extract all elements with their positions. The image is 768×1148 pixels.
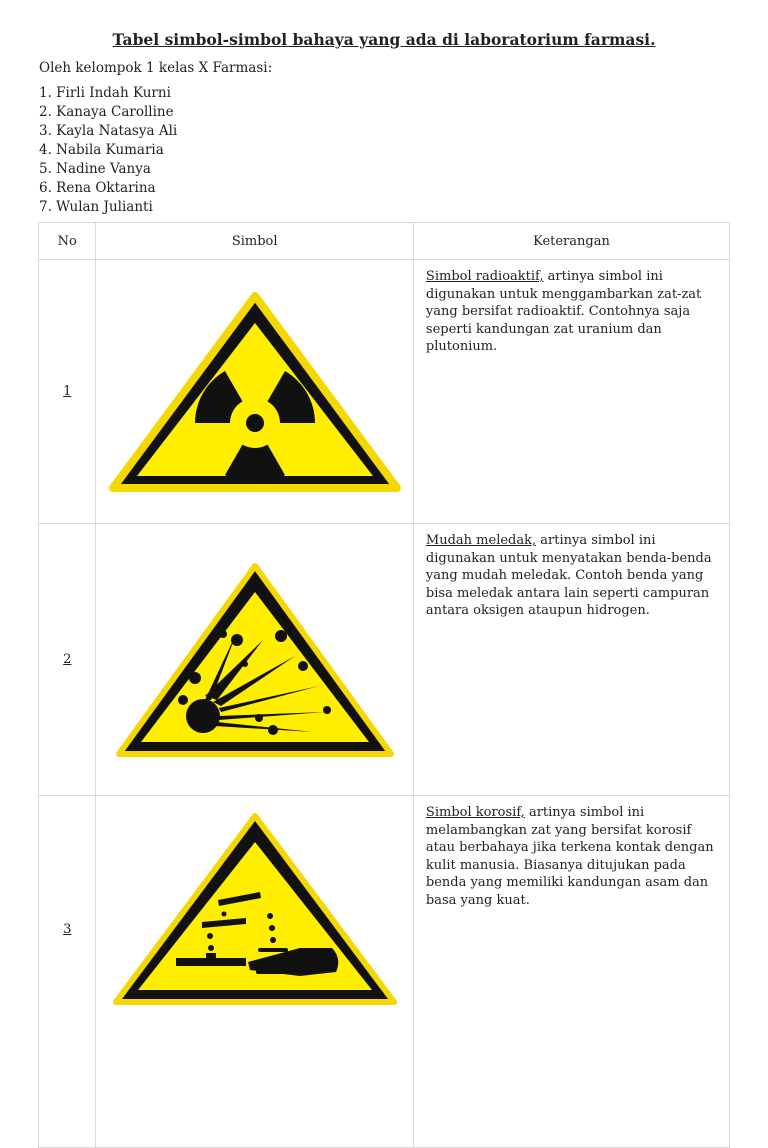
row-number-cell	[39, 524, 96, 796]
symbol-cell	[96, 524, 413, 796]
description-cell	[413, 796, 729, 1148]
description-cell	[413, 524, 729, 796]
hazard-description: artinya simbol ini digunakan untuk menyatakan benda-benda yang mudah meledak. Contoh benda yang bisa meledak antara lain seperti campuran antara oksigen ataupun hidrogen.	[425, 533, 712, 619]
member-list	[39, 84, 177, 217]
row-number: 3	[63, 922, 72, 937]
table-row	[39, 796, 730, 1148]
list-item: 3. Kayla Natasya Ali	[39, 123, 178, 139]
list-item: 6. Rena Oktarina	[39, 180, 156, 196]
corrosive-warning-icon	[110, 810, 400, 1008]
column-header-description: Keterangan	[413, 223, 729, 260]
list-item: 1. Firli Indah Kurni	[39, 85, 171, 101]
symbol-cell	[96, 796, 413, 1148]
group-intro: Oleh kelompok 1 kelas X Farmasi:	[39, 60, 273, 76]
hazard-symbol-table	[38, 222, 730, 1148]
row-number-cell	[39, 260, 96, 524]
list-item: 5. Nadine Vanya	[39, 161, 151, 177]
hazard-term: Simbol korosif,	[425, 805, 525, 820]
table-row	[39, 524, 730, 796]
page-title: Tabel simbol-simbol bahaya yang ada di laboratorium farmasi.	[112, 30, 656, 49]
explosive-warning-icon	[113, 560, 397, 760]
column-header-symbol: Simbol	[96, 223, 413, 260]
description-cell	[413, 260, 729, 524]
hazard-term: Simbol radioaktif,	[425, 269, 544, 284]
list-item: 7. Wulan Julianti	[39, 199, 153, 215]
column-header-no: No	[39, 223, 96, 260]
symbol-cell	[96, 260, 413, 524]
row-number-cell	[39, 796, 96, 1148]
hazard-description: artinya simbol ini digunakan untuk menggambarkan zat-zat yang bersifat radioaktif. Contohnya saja seperti kandungan zat uranium dan plutonium.	[425, 269, 702, 355]
hazard-term: Mudah meledak,	[425, 533, 537, 548]
row-number: 1	[63, 384, 72, 399]
row-number: 2	[63, 652, 72, 667]
table-header-row	[39, 223, 730, 260]
table-row	[39, 260, 730, 524]
list-item: 4. Nabila Kumaria	[39, 142, 164, 158]
list-item: 2. Kanaya Carolline	[39, 104, 174, 120]
hazard-description: artinya simbol ini melambangkan zat yang bersifat korosif atau berbahaya jika terkena kontak dengan kulit manusia. Biasanya ditujukan pada benda yang memiliki kandungan asam dan basa yang kuat.	[425, 805, 714, 908]
radioactive-warning-icon	[105, 289, 405, 495]
